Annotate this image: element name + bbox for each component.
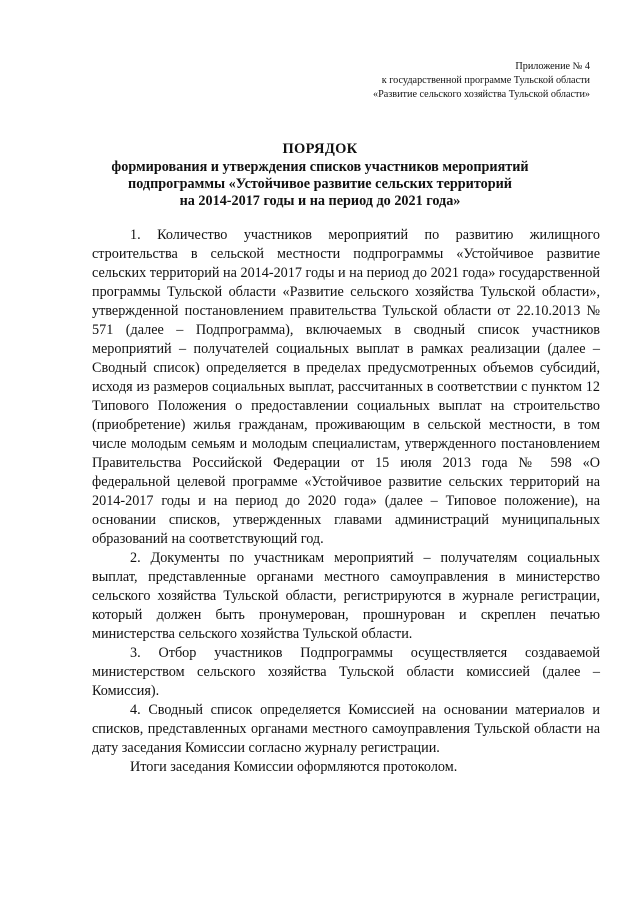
paragraph-4: 4. Сводный список определяется Комиссией на основании материалов и списков, представленных органами местного самоуправления Тульской области на дату заседания Комиссии согласно журналу регистрации. <box>92 702 600 756</box>
title-line-1: формирования и утверждения списков участников мероприятий <box>111 159 529 175</box>
annex-header <box>260 60 590 102</box>
title-main: ПОРЯДОК <box>282 141 358 157</box>
document-title <box>0 140 640 210</box>
annex-program-ref: к государственной программе Тульской области <box>381 75 590 86</box>
title-line-2: подпрограммы «Устойчивое развитие сельских территорий <box>128 176 512 192</box>
title-line-3: на 2014-2017 годы и на период до 2021 года» <box>179 193 461 209</box>
paragraph-5: Итоги заседания Комиссии оформляются протоколом. <box>130 759 458 775</box>
paragraph-3: 3. Отбор участников Подпрограммы осуществляется создаваемой министерством сельского хозяйства Тульской области комиссией (далее – Комиссия). <box>92 645 600 699</box>
document-body <box>92 226 600 777</box>
annex-program-name: «Развитие сельского хозяйства Тульской области» <box>372 89 590 100</box>
annex-number: Приложение № 4 <box>515 61 590 72</box>
paragraph-1: 1. Количество участников мероприятий по развитию жилищного строительства в сельской местности подпрограммы «Устойчивое развитие сельских территорий на 2014-2017 годы и на период до 2021 года» государственной программы Тульской области «Развитие сельского хозяйства Тульской области», утвержденной постановлением правительства Тульской области от 22.10.2013 № 571 (далее – Подпрограмма), включаемых в сводный список участников мероприятий – получателей социальных выплат в рамках реализации (далее – Сводный список) определяется в пределах предусмотренных объемов субсидий, исходя из размеров социальных выплат, рассчитанных в соответствии с пунктом 12 Типового Положения о предоставлении социальных выплат на строительство (приобретение) жилья гражданам, проживающим в сельской местности, в том числе молодым семьям и молодым специалистам, утвержденного постановлением Правительства Российской Федерации от 15 июля 2013 года № 598 «О федеральной целевой программе «Устойчивое развитие сельских территорий на 2014-2017 годы и на период до 2020 года» (далее – Типовое положение), на основании списков, утвержденных главами администраций муниципальных образований на соответствующий год. <box>92 227 600 547</box>
paragraph-2: 2. Документы по участникам мероприятий – получателям социальных выплат, представленные органами местного самоуправления в министерство сельского хозяйства Тульской области, регистрируются в журнале регистрации, который должен быть пронумерован, прошнурован и скреплен печатью министерства сельского хозяйства Тульской области. <box>92 550 600 642</box>
